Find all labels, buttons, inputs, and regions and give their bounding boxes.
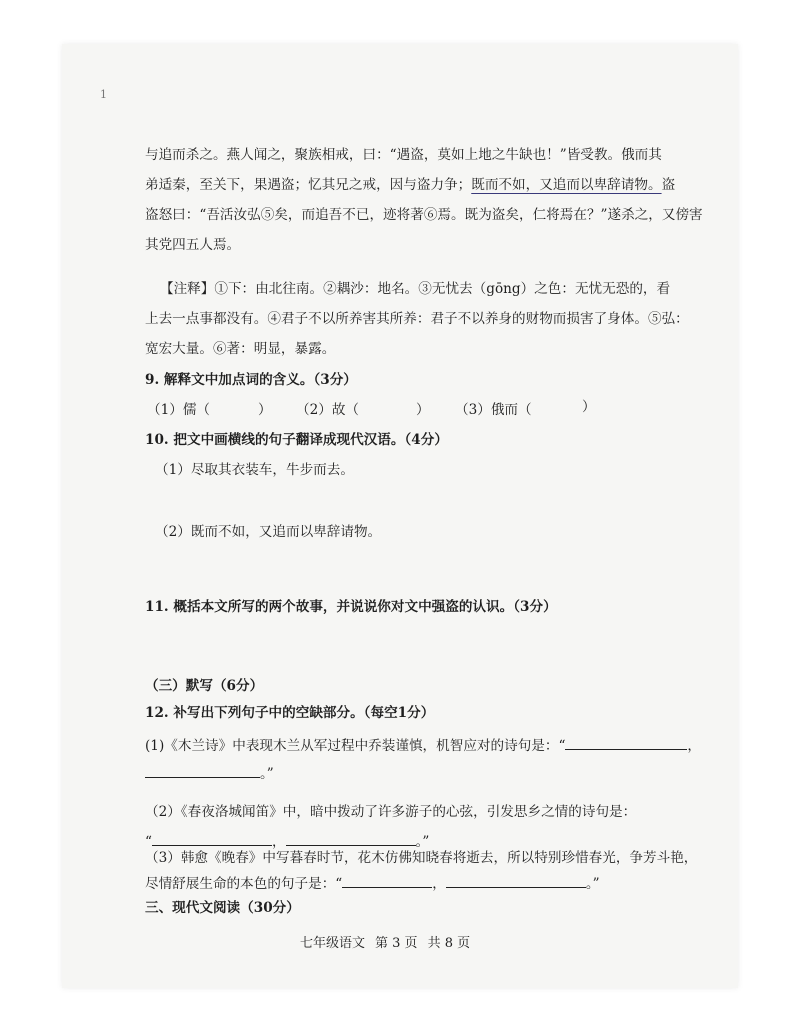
section-3-title: （三）默写（6分） [145, 678, 264, 694]
q10-sentence-2: （2）既而不如，又追而以卑辞请物。 [155, 524, 382, 540]
q9-item-2-open: （2）故（ [296, 402, 360, 418]
q9-item-3-close: ） [582, 399, 596, 415]
section-modern-reading-title: 三、现代文阅读（30分） [145, 900, 300, 916]
q12-s1-blank-2[interactable] [145, 763, 260, 778]
passage-line-2: 弟适秦，至关下，果遇盗；忆其兄之戒，因与盗力争；既而不如，又追而以卑辞请物。盗 [145, 177, 676, 193]
footer-total: 共 8 页 [427, 936, 471, 951]
q12-s3-text: （3）韩愈《晚春》中写暮春时节，花木仿佛知晓春将逝去，所以特别珍惜春光，争芳斗艳， [145, 850, 698, 866]
corner-mark: 1 [100, 88, 107, 101]
notes-line-1: 【注释】①下：由北往南。②耦沙：地名。③无忧去（gōng）之色：无忧无恐的，看 [160, 281, 671, 297]
q12-title: 12. 补写出下列句子中的空缺部分。（每空1分） [145, 705, 435, 721]
q12-s3-line-2: 尽情舒展生命的本色的句子是：“ ， 。” [145, 872, 600, 892]
q12-s2-blank-1[interactable] [152, 831, 272, 846]
q12-s1-blank-1[interactable] [565, 735, 687, 750]
q10-sentence-1: （1）尽取其衣装车，牛步而去。 [155, 462, 354, 478]
q9-item-1-close: ） [258, 402, 272, 418]
q12-s2-text: （2）《春夜洛城闻笛》中，暗中拨动了许多游子的心弦，引发思乡之情的诗句是： [145, 804, 637, 820]
page-footer [300, 932, 480, 951]
notes-line-3: 宽宏大量。⑥著：明显，暴露。 [145, 341, 336, 357]
q9-item-3-open: （3）俄而（ [455, 402, 532, 418]
passage-line-1: 与追而杀之。燕人闻之，聚族相戒，曰：“遇盗，莫如上地之牛缺也！”皆受教。俄而其 [145, 147, 662, 163]
q12-s2-line-2: “ ， 。” [145, 830, 429, 850]
q10-title: 10. 把文中画横线的句子翻译成现代汉语。（4分） [145, 432, 448, 448]
footer-page: 第 3 页 [375, 936, 418, 951]
q12-s1-text: (1)《木兰诗》中表现木兰从军过程中乔装谨慎，机智应对的诗句是：“ ， [145, 734, 701, 754]
footer-subject: 七年级语文 [300, 936, 366, 951]
underlined-sentence: 既而不如，又追而以卑辞请物。 [471, 177, 662, 193]
notes-label: 【注释】 [160, 281, 215, 297]
q11-title: 11. 概括本文所写的两个故事，并说说你对文中强盗的认识。（3分） [145, 599, 557, 615]
notes-line-2: 上去一点事都没有。④君子不以所养害其所养：君子不以养身的财物而损害了身体。⑤弘： [145, 311, 689, 327]
q12-s3-blank-1[interactable] [342, 873, 432, 888]
passage-line-4: 其党四五人焉。 [145, 237, 241, 253]
q12-s2-blank-2[interactable] [286, 831, 416, 846]
q9-item-1-open: （1）儒（ [147, 402, 211, 418]
q9-item-2-close: ） [416, 402, 430, 418]
q12-s1-line-2: 。” [145, 762, 274, 782]
passage-line-3: 盗怒曰：“吾活汝弘⑤矣，而追吾不已，迹将著⑥焉。既为盗矣，仁将焉在？”遂杀之，又傍害 [145, 207, 703, 223]
q12-s3-blank-2[interactable] [446, 873, 586, 888]
q9-title: 9. 解释文中加点词的含义。（3分） [145, 372, 357, 388]
